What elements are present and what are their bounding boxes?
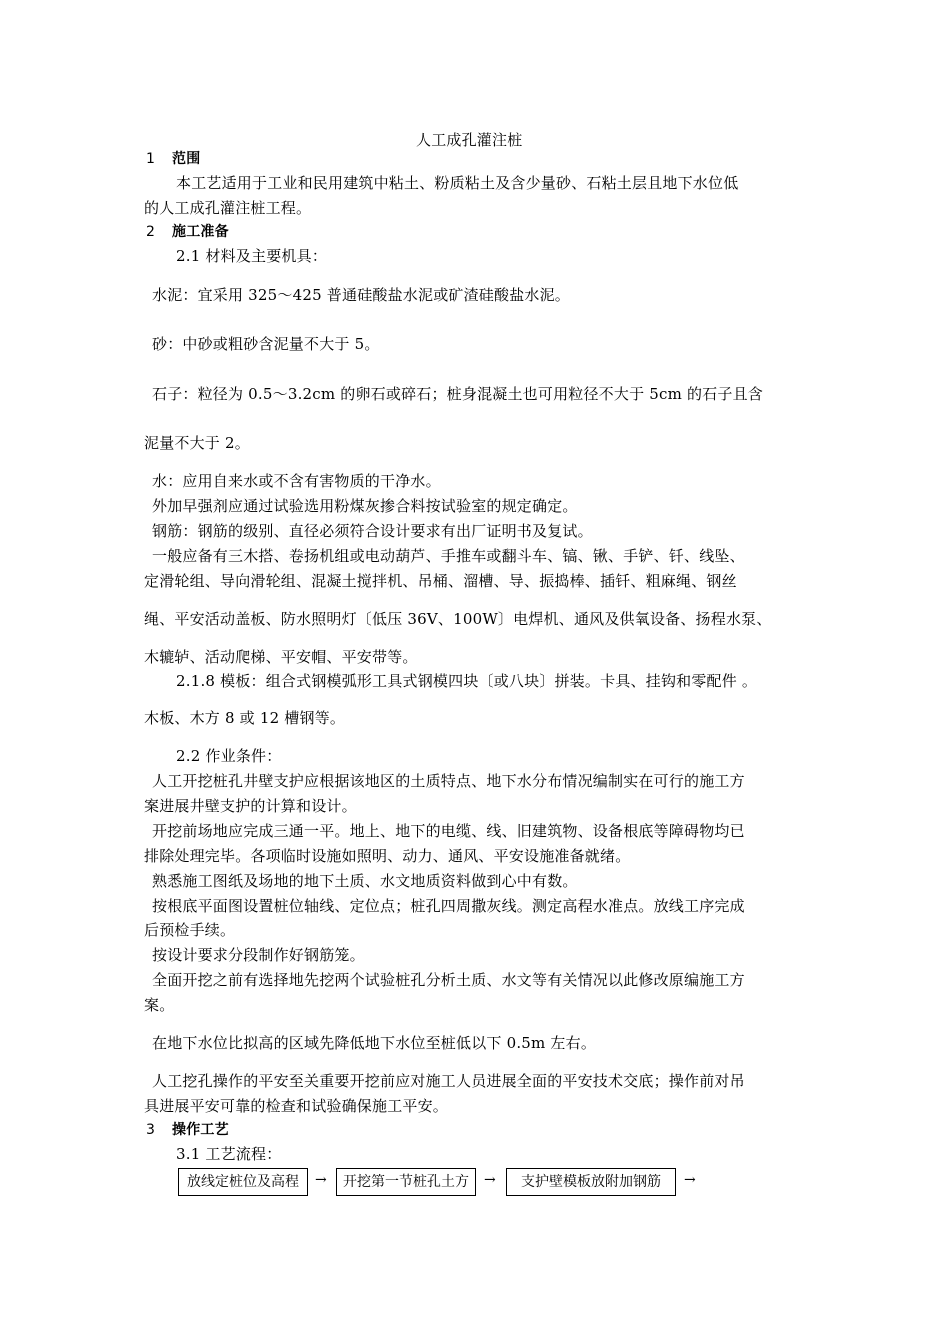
flow-step-box: 开挖第一节桩孔土方 (336, 1168, 476, 1196)
subheading-process-flow: 3.1 工艺流程： (176, 1145, 282, 1163)
section-number: 1 (146, 151, 156, 167)
flow-arrow: → (484, 1172, 496, 1188)
subheading-conditions: 2.2 作业条件： (176, 747, 282, 765)
section-heading-scope (146, 149, 200, 169)
paragraph-line: 按设计要求分段制作好钢筋笼。 (152, 946, 365, 964)
paragraph-line: 绳、平安活动盖板、防水照明灯〔低压 36V、100W〕电焊机、通风及供氧设备、扬程水泵、 (144, 610, 772, 628)
paragraph-line: 钢筋：钢筋的级别、直径必须符合设计要求有出厂证明书及复试。 (152, 522, 593, 540)
paragraph-line: 本工艺适用于工业和民用建筑中粘土、粉质粘土及含少量砂、石粘土层且地下水位低 (176, 174, 739, 192)
subheading-materials: 2.1 材料及主要机具： (176, 247, 328, 265)
section-heading-preparation (146, 222, 229, 242)
paragraph-line: 人工开挖桩孔井壁支护应根据该地区的土质特点、地下水分布情况编制实在可行的施工方 (152, 772, 745, 790)
paragraph-line: 木板、木方 8 或 12 槽钢等。 (144, 709, 346, 727)
section-label: 操作工艺 (172, 1122, 229, 1138)
paragraph-line: 水泥：宜采用 325～425 普通硅酸盐水泥或矿渣硅酸盐水泥。 (152, 286, 570, 304)
paragraph-line: 案。 (144, 996, 175, 1014)
paragraph-line: 熟悉施工图纸及场地的地下土质、水文地质资料做到心中有数。 (152, 872, 578, 890)
flow-arrow: → (315, 1172, 327, 1188)
paragraph-line: 排除处理完毕。各项临时设施如照明、动力、通风、平安设施准备就绪。 (144, 847, 631, 865)
paragraph-line: 水：应用自来水或不含有害物质的干净水。 (152, 472, 441, 490)
paragraph-line: 一般应备有三木搭、卷扬机组或电动葫芦、手推车或翻斗车、镐、锹、手铲、钎、线坠、 (152, 547, 745, 565)
paragraph-line: 按根底平面图设置桩位轴线、定位点；桩孔四周撒灰线。测定高程水准点。放线工序完成 (152, 897, 745, 915)
flow-arrow: → (684, 1172, 696, 1188)
flow-step-box: 支护壁模板放附加钢筋 (506, 1168, 676, 1196)
paragraph-line: 石子：粒径为 0.5～3.2cm 的卵石或碎石；桩身混凝土也可用粒径不大于 5cm 的石子且含 (152, 385, 763, 403)
paragraph-line: 砂：中砂或粗砂含泥量不大于 5。 (152, 335, 380, 353)
paragraph-line: 案进展井壁支护的计算和设计。 (144, 797, 357, 815)
document-title: 人工成孔灌注桩 (416, 131, 523, 149)
flow-step-box: 放线定桩位及高程 (178, 1168, 308, 1196)
section-label: 施工准备 (172, 224, 229, 240)
paragraph-line: 全面开挖之前有选择地先挖两个试验桩孔分析土质、水文等有关情况以此修改原编施工方 (152, 971, 745, 989)
paragraph-line: 的人工成孔灌注桩工程。 (144, 199, 312, 217)
paragraph-line: 在地下水位比拟高的区域先降低地下水位至桩低以下 0.5m 左右。 (152, 1034, 597, 1052)
paragraph-line: 具进展平安可靠的检查和试验确保施工平安。 (144, 1097, 449, 1115)
paragraph-line: 开挖前场地应完成三通一平。地上、地下的电缆、线、旧建筑物、设备根底等障碍物均已 (152, 822, 745, 840)
paragraph-line: 后预检手续。 (144, 921, 236, 939)
section-number: 3 (146, 1122, 156, 1138)
section-heading-operation (146, 1120, 229, 1140)
paragraph-line: 2.1.8 模板：组合式钢模弧形工具式钢模四块〔或八块〕拼装。卡具、挂钩和零配件 。 (176, 672, 758, 690)
paragraph-line: 外加早强剂应通过试验选用粉煤灰掺合料按试验室的规定确定。 (152, 497, 578, 515)
paragraph-line: 人工挖孔操作的平安至关重要开挖前应对施工人员进展全面的平安技术交底；操作前对吊 (152, 1072, 745, 1090)
paragraph-line: 定滑轮组、导向滑轮组、混凝土搅拌机、吊桶、溜槽、导、振捣棒、插钎、粗麻绳、钢丝 (144, 572, 737, 590)
section-number: 2 (146, 224, 156, 240)
paragraph-line: 木辘轳、活动爬梯、平安帽、平安带等。 (144, 648, 418, 666)
section-label: 范围 (172, 151, 201, 167)
paragraph-line: 泥量不大于 2。 (144, 434, 250, 452)
